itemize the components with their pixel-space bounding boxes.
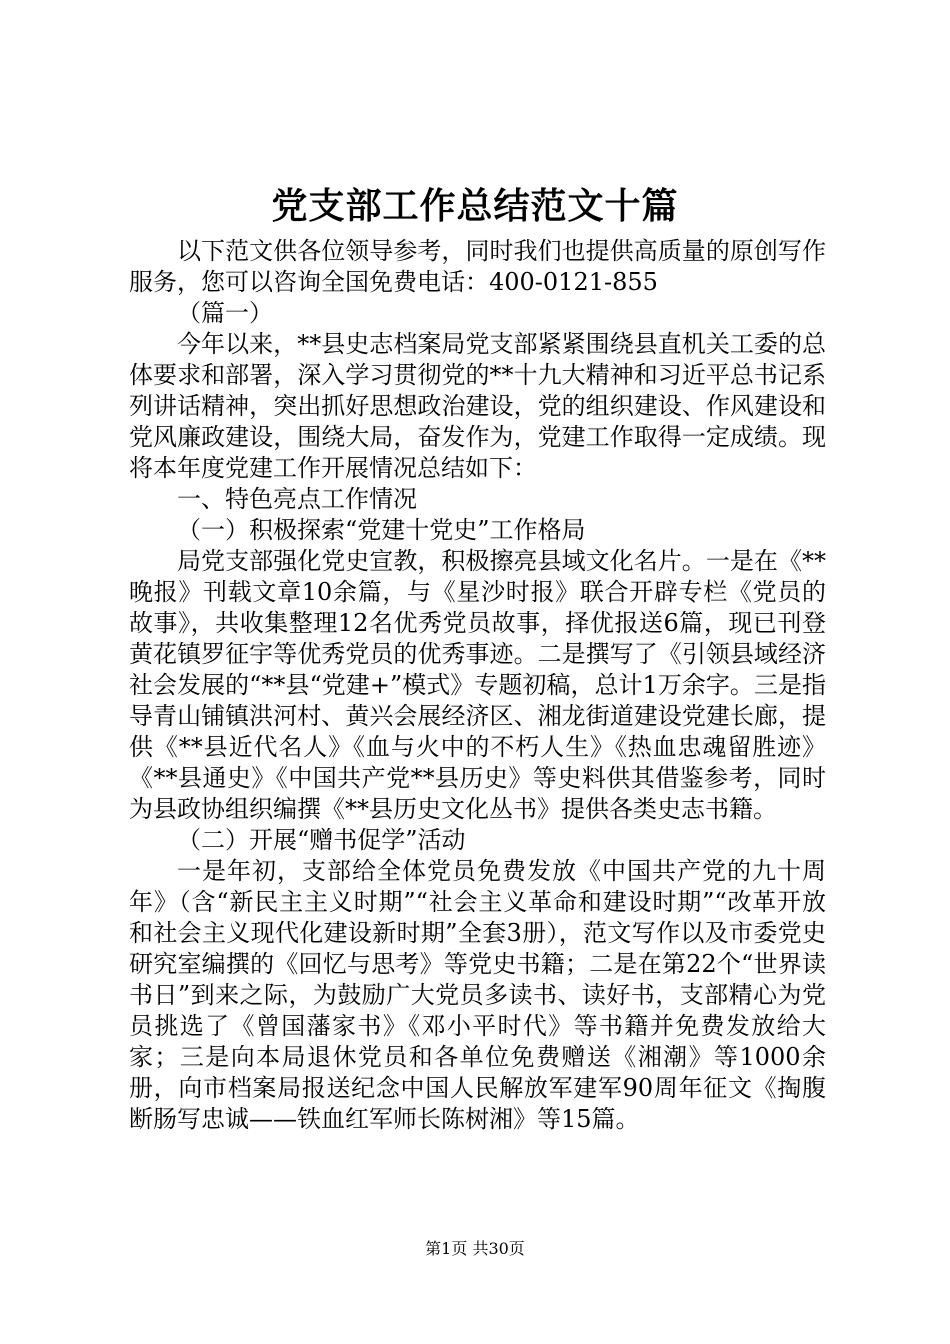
document-title: 党支部工作总结范文十篇 — [271, 185, 679, 227]
body-paragraph: 局党支部强化党史宣教，积极擦亮县域文化名片。一是在《**晚报》刊载文章10余篇，与《星沙时报》联合开辟专栏《党员的故事》，共收集整理12名优秀党员故事，择优报送6篇，现已刊登黄花镇罗征宇等优秀党员的优秀事迹。二是撰写了《引领县域经济社会发展的“**县“党建+”模式》专题初稿，总计1万余字。三是指导青山铺镇洪河村、黄兴会展经济区、湘龙街道建设党建长廊，提供《**县近代名人》《血与火中的不朽人生》《热血忠魂留胜迹》《**县通史》《中国共产党**县历史》等史料供其借鉴参考，同时为县政协组织编撰《**县历史文化丛书》提供各类史志书籍。 — [129, 547, 826, 823]
section-heading: 一、特色亮点工作情况 — [177, 485, 417, 513]
intro-paragraph: 以下范文供各位领导参考，同时我们也提供高质量的原创写作服务，您可以咨询全国免费电话：400-0121-855 — [129, 237, 826, 296]
document-body — [129, 236, 826, 1135]
body-paragraph: 今年以来，**县史志档案局党支部紧紧围绕县直机关工委的总体要求和部署，深入学习贯彻党的**十九大精神和习近平总书记系列讲话精神，突出抓好思想政治建设，党的组织建设、作风建设和党风廉政建设，围绕大局，奋发作为，党建工作取得一定成绩。现将本年度党建工作开展情况总结如下： — [129, 330, 826, 482]
body-paragraph: 一是年初，支部给全体党员免费发放《中国共产党的九十周年》（含“新民主主义时期”“社会主义革命和建设时期”“改革开放和社会主义现代化建设新时期”全套3册），范文写作以及市委党史研究室编撰的《回忆与思考》等党史书籍；二是在第22个“世界读书日”到来之际，为鼓励广大党员多读书、读好书，支部精心为党员挑选了《曾国藩家书》《邓小平时代》等书籍并免费发放给大家；三是向本局退休党员和各单位免费赠送《湘潮》等1000余册，向市档案局报送纪念中国人民解放军建军90周年征文《掏腹断肠写忠诚——铁血红军师长陈树湘》等15篇。 — [129, 857, 826, 1133]
section-label: （篇一） — [177, 299, 273, 327]
page-footer: 第1页 共30页 — [425, 1239, 525, 1258]
subsection-heading: （一）积极探索“党建十党史”工作格局 — [177, 516, 586, 544]
subsection-heading: （二）开展“赠书促学”活动 — [177, 826, 466, 854]
